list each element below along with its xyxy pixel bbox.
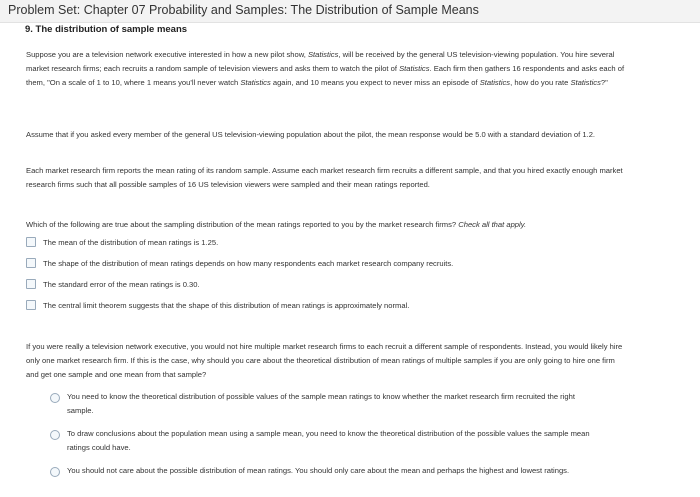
- checkbox-option-3[interactable]: [26, 277, 586, 291]
- radio-button[interactable]: [50, 430, 60, 440]
- radio-option-2[interactable]: [50, 427, 610, 455]
- radio-option-label: To draw conclusions about the population mean using a sample mean, you need to know the theoretical distribution of the possible values the sample mean ratings could have.: [67, 429, 590, 452]
- radio-button[interactable]: [50, 467, 60, 477]
- radio-option-1[interactable]: [50, 390, 610, 418]
- radio-option-3[interactable]: [50, 464, 610, 478]
- research-firms-paragraph: Each market research firm reports the mean rating of its random sample. Assume each market research firm recruits a different sample, and that you hired exactly enough market research firms such that all possible samples of 16 US television viewers were sampled and their mean ratings reported.: [26, 166, 623, 189]
- checkbox[interactable]: [26, 279, 36, 289]
- radio-option-label: You should not care about the possible distribution of mean ratings. You should only care about the mean and perhaps the highest and lowest ratings.: [67, 466, 570, 475]
- follow-up-prompt: If you were really a television network executive, you would not hire multiple market research firms to each recruit a different sample of respondents. Instead, you would likely hire only one market research firm. If this is the case, why should you care about the theoretical distribution of mean ratings of multiple samples if you are only going to hire one firm and get one sample and one mean from that sample?: [26, 342, 623, 379]
- checkbox-option-label: The shape of the distribution of mean ratings depends on how many respondents each market research company recruits.: [43, 258, 454, 268]
- title-bar: [0, 0, 700, 23]
- scenario-paragraph: Suppose you are a television network executive interested in how a new pilot show, Statistics, will be received by the general US television-viewing population. You hire several market research firms; each recruits a random sample of television viewers and asks them to watch the pilot of Statistics. Each firm then gathers 16 respondents and asks each of them, "On a scale of 1 to 10, where 1 means you'll never watch Statistics again, and 10 means you expect to never miss an episode of Statistics, how do you rate Statistics?": [26, 50, 625, 87]
- page-title: Problem Set: Chapter 07 Probability and Samples: The Distribution of Sample Means: [8, 3, 479, 17]
- checkbox-option-1[interactable]: [26, 235, 586, 249]
- checkbox[interactable]: [26, 237, 36, 247]
- checkbox[interactable]: [26, 258, 36, 268]
- question-heading: 9. The distribution of sample means: [25, 24, 188, 35]
- checkbox-option-4[interactable]: [26, 298, 586, 312]
- radio-option-label: You need to know the theoretical distribution of possible values of the sample mean ratings to know whether the market research firm recruited the right sample.: [67, 392, 575, 415]
- population-paragraph: Assume that if you asked every member of the general US television-viewing population about the pilot, the mean response would be 5.0 with a standard deviation of 1.2.: [26, 130, 596, 139]
- checkbox-option-label: The mean of the distribution of mean ratings is 1.25.: [43, 237, 219, 247]
- checkbox-option-label: The central limit theorem suggests that the shape of this distribution of mean ratings is approximately normal.: [43, 300, 410, 310]
- checkbox[interactable]: [26, 300, 36, 310]
- radio-button[interactable]: [50, 393, 60, 403]
- checkbox-question-prompt: Which of the following are true about the sampling distribution of the mean ratings reported to you by the market research firms? Check all that apply.: [26, 220, 527, 229]
- checkbox-option-2[interactable]: [26, 256, 586, 270]
- checkbox-option-label: The standard error of the mean ratings is 0.30.: [43, 279, 200, 289]
